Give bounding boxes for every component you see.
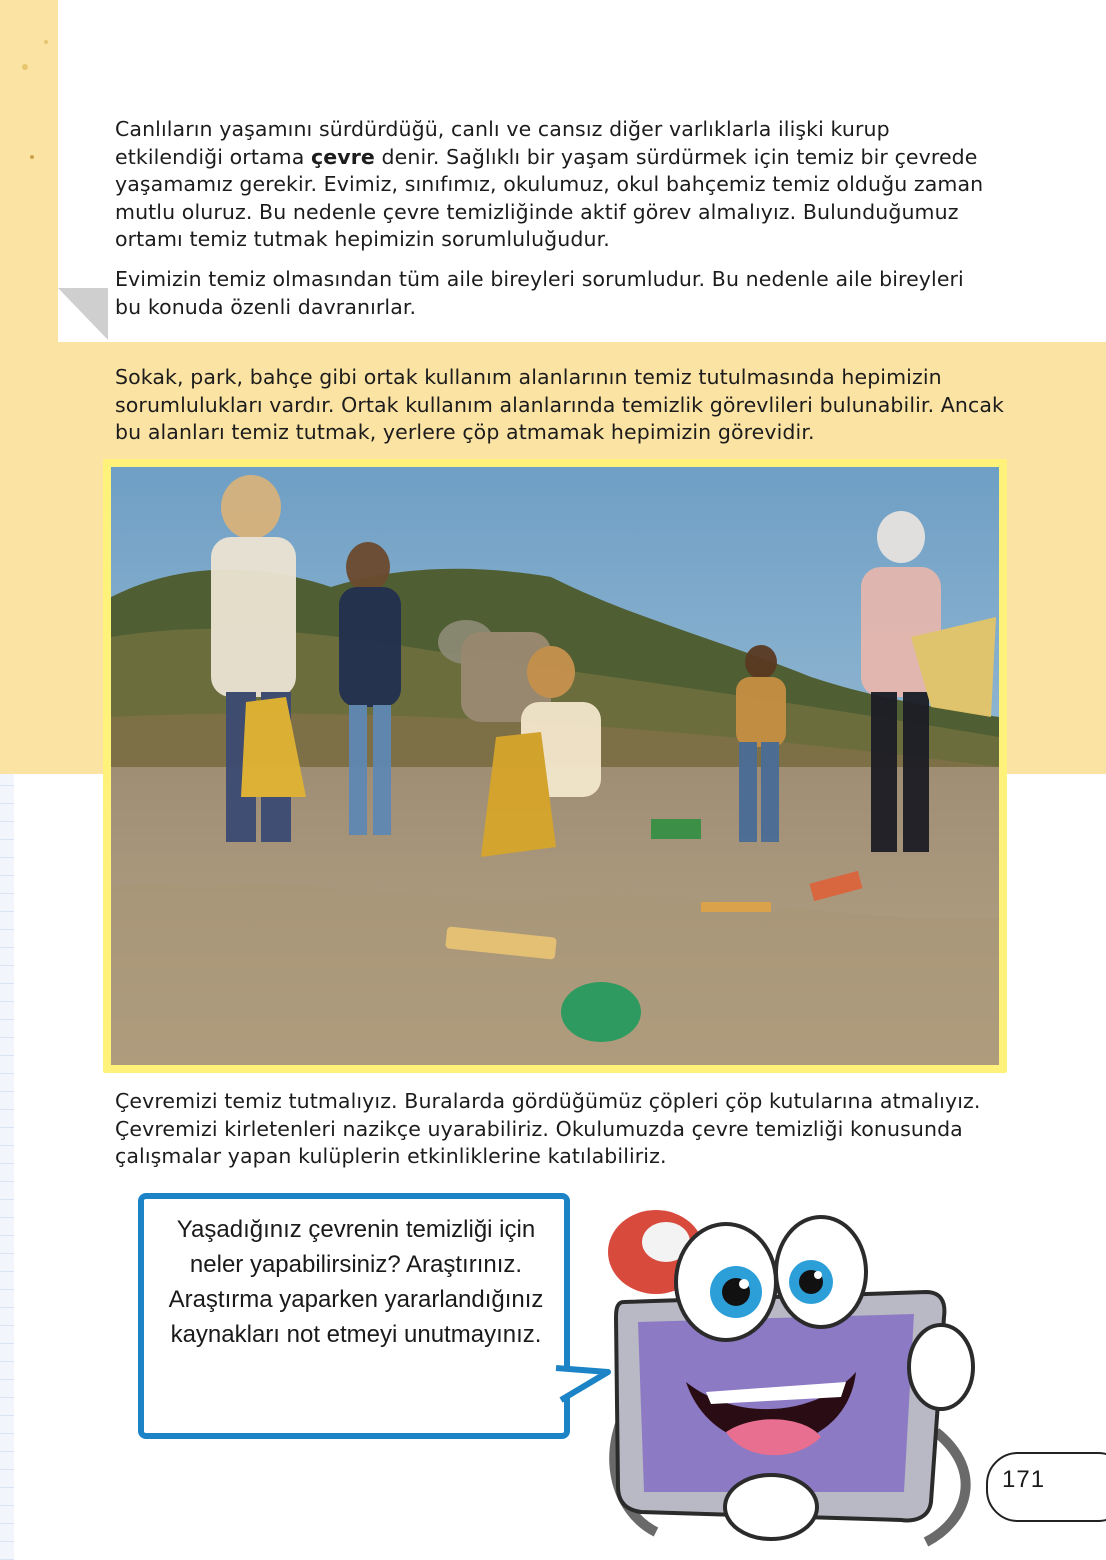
- computer-mascot-illustration: [596, 1172, 996, 1560]
- paragraph-home-cleanliness: Evimizin temiz olmasından tüm aile bireyleri sorumludur. Bu nedenle aile bireyleri bu konuda özenli davranırlar.: [115, 267, 964, 319]
- speech-bubble-text: Yaşadığınız çevrenin temizliği için neler yapabilirsiniz? Araştırınız. Araştırma yaparken yararlandığınız kaynakları not etmeyi unutmayınız.: [168, 1216, 544, 1348]
- paragraph-environment-definition: Canlıların yaşamını sürdürdüğü, canlı ve cansız diğer varlıklarla ilişki kurup etkilendiği ortama çevre denir. Sağlıklı bir yaşam sürdürmek için temiz bir çevrede yaşamamız gerekir. Evimiz, sınıfımız, okulumuz, okul bahçemiz temiz olduğu zaman mutlu oluruz. Bu nedenle çevre temizliğinde aktif görev almalıyız. Bulunduğumuz ortamı temiz tutmak hepimizin sorumluluğudur.: [115, 117, 984, 251]
- decorative-speck: [22, 64, 28, 70]
- paragraph-common-areas: Sokak, park, bahçe gibi ortak kullanım alanlarının temiz tutulmasında hepimizin sorumlulukları vardır. Ortak kullanım alanlarında temizlik görevlileri bulunabilir. Ancak bu alanları temiz tutmak, yerlere çöp atmamak hepimizin görevidir.: [115, 365, 1005, 444]
- page-number: 171: [1002, 1466, 1046, 1493]
- beach-cleanup-photo: [111, 467, 999, 1065]
- decorative-speck: [30, 155, 34, 159]
- paragraph-keep-clean: Çevremizi temiz tutmalıyız. Buralarda gördüğümüz çöpleri çöp kutularına atmalıyız. Çevremizi kirletenleri nazikçe uyarabiliriz. Okulumuzda çevre temizliği konusunda çalışmalar yapan kulüplerin etkinliklerine katılabiliriz.: [115, 1089, 981, 1168]
- decorative-speck: [44, 40, 48, 44]
- page-fold-corner: [58, 288, 108, 340]
